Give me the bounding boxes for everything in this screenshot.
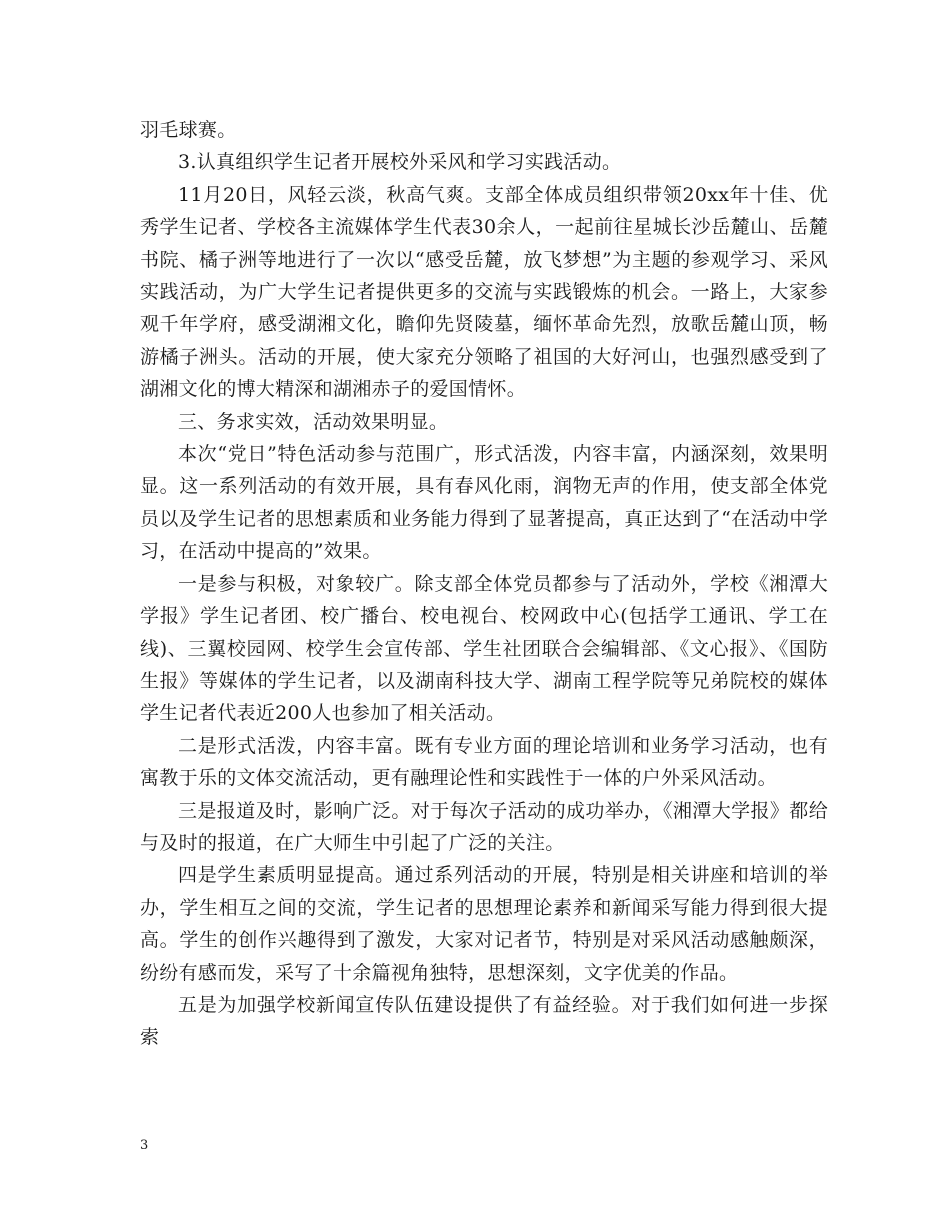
paragraph: 本次“党日”特色活动参与范围广，形式活泼，内容丰富，内涵深刻，效果明显。这一系列活动的有效开展，具有春风化雨，润物无声的作用，使支部全体党员以及学生记者的思想素质和业务能力得到了显著提高，真正达到了“在活动中学习，在活动中提高的”效果。 xyxy=(140,443,828,563)
page-number: 3 xyxy=(140,1138,149,1153)
section-heading: 三、务求实效，活动效果明显。 xyxy=(178,410,449,433)
paragraph: 四是学生素质明显提高。通过系列活动的开展，特别是相关讲座和培训的举办，学生相互之间的交流，学生记者的思想理论素养和新闻采写能力得到很大提高。学生的创作兴趣得到了激发，大家对记者节，特别是对采风活动感触颇深，纷纷有感而发，采写了十余篇视角独特，思想深刻，文字优美的作品。 xyxy=(140,864,828,984)
paragraph: 3.认真组织学生记者开展校外采风和学习实践活动。 xyxy=(178,151,622,174)
document-body xyxy=(140,114,828,1054)
paragraph: 二是形式活泼，内容丰富。既有专业方面的理论培训和业务学习活动，也有寓教于乐的文体交流活动，更有融理论性和实践性于一体的户外采风活动。 xyxy=(140,734,828,790)
paragraph: 一是参与积极，对象较广。除支部全体党员都参与了活动外，学校《湘潭大学报》学生记者团、校广播台、校电视台、校网政中心(包括学工通讯、学工在线)、三翼校园网、校学生会宣传部、学生社团联合会编辑部、《文心报》、《国防生报》等媒体的学生记者，以及湖南科技大学、湖南工程学院等兄弟院校的媒体学生记者代表近200人也参加了相关活动。 xyxy=(140,572,828,725)
paragraph: 三是报道及时，影响广泛。对于每次子活动的成功举办，《湘潭大学报》都给与及时的报道，在广大师生中引起了广泛的关注。 xyxy=(140,799,828,854)
paragraph: 11月20日，风轻云淡，秋高气爽。支部全体成员组织带领20xx年十佳、优秀学生记者、学校各主流媒体学生代表30余人，一起前往星城长沙岳麓山、岳麓书院、橘子洲等地进行了一次以“感受岳麓，放飞梦想”为主题的参观学习、采风实践活动，为广大学生记者提供更多的交流与实践锻炼的机会。一路上，大家参观千年学府，感受湖湘文化，瞻仰先贤陵墓，缅怀革命先烈，放歌岳麓山顶，畅游橘子洲头。活动的开展，使大家充分领略了祖国的大好河山，也强烈感受到了湖湘文化的博大精深和湖湘赤子的爱国情怀。 xyxy=(140,183,828,401)
paragraph: 五是为加强学校新闻宣传队伍建设提供了有益经验。对于我们如何进一步探索 xyxy=(140,993,828,1049)
paragraph: 羽毛球赛。 xyxy=(140,119,237,141)
